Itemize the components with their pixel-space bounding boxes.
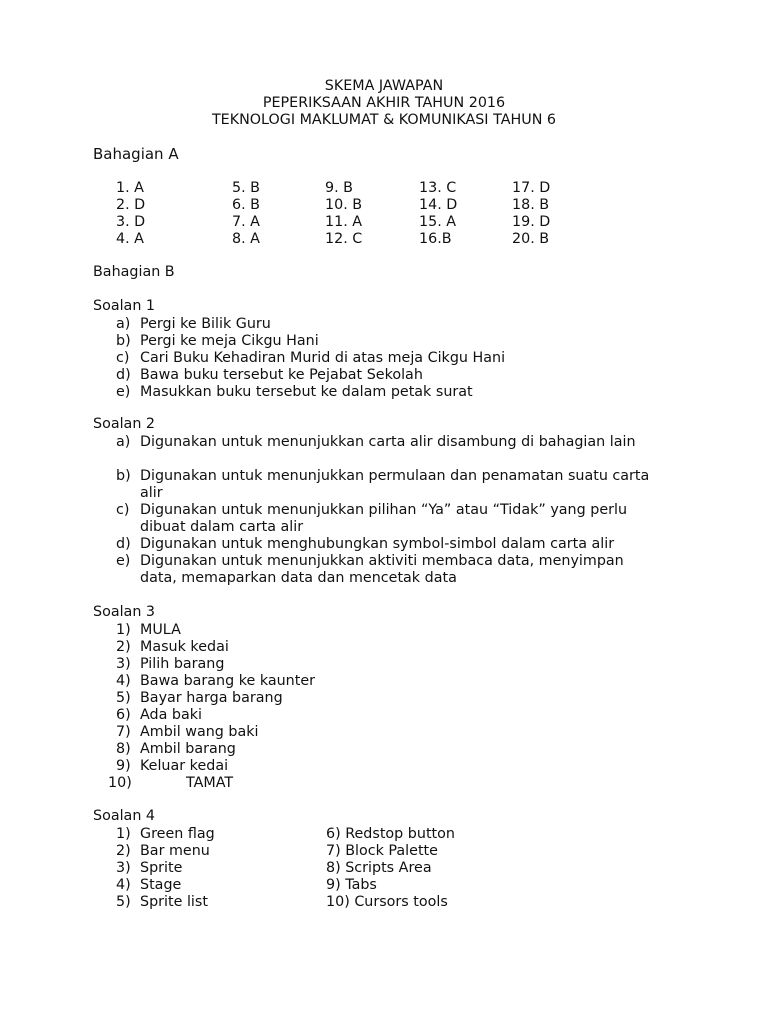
answer-cell: 15. A <box>419 214 457 230</box>
list-item-text: Stage <box>140 877 182 893</box>
doc-title-line-3: TEKNOLOGI MAKLUMAT & KOMUNIKASI TAHUN 6 <box>211 112 557 128</box>
list-item-text: Ada baki <box>140 707 202 723</box>
list-item-text: Bawa buku tersebut ke Pejabat Sekolah <box>140 367 423 383</box>
list-item-text: Ambil wang baki <box>140 724 259 740</box>
answer-cell: 3. D <box>116 214 146 230</box>
list-item-text: Pergi ke Bilik Guru <box>140 316 271 332</box>
doc-title-line-2: PEPERIKSAAN AKHIR TAHUN 2016 <box>262 95 506 111</box>
list-item-marker: 9) <box>116 758 131 774</box>
answer-cell: 19. D <box>512 214 551 230</box>
list-item-marker: 1) <box>116 622 131 638</box>
answer-cell: 18. B <box>512 197 550 213</box>
doc-title-line-1: SKEMA JAWAPAN <box>324 78 444 94</box>
list-item-text: MULA <box>140 622 181 638</box>
answer-cell: 12. C <box>325 231 363 247</box>
list-item-text: Sprite <box>140 860 183 876</box>
list-item-marker: d) <box>116 536 131 552</box>
list-item-marker: 10) <box>108 775 132 791</box>
list-item: 10) Cursors tools <box>326 894 448 910</box>
answer-cell: 2. D <box>116 197 146 213</box>
bahagian-b-heading: Bahagian B <box>93 264 175 280</box>
list-item-text: Cari Buku Kehadiran Murid di atas meja Cikgu Hani <box>140 350 506 366</box>
list-item-marker: b) <box>116 333 131 349</box>
list-item-marker: c) <box>116 502 130 518</box>
list-item-marker: 5) <box>116 690 131 706</box>
list-item-marker: a) <box>116 316 131 332</box>
list-item-text: Digunakan untuk menunjukkan pilihan “Ya” atau “Tidak” yang perlu dibuat dalam carta alir <box>140 502 628 535</box>
list-item-text: Masukkan buku tersebut ke dalam petak surat <box>140 384 473 400</box>
answer-cell: 1. A <box>116 180 144 196</box>
list-item-text: Digunakan untuk menghubungkan symbol-simbol dalam carta alir <box>140 536 615 552</box>
list-item-text: Digunakan untuk menunjukkan permulaan dan penamatan suatu carta alir <box>140 468 650 501</box>
list-item: 7) Block Palette <box>326 843 438 859</box>
list-item-text: Bawa barang ke kaunter <box>140 673 316 689</box>
list-item-text: Pilih barang <box>140 656 225 672</box>
list-item-marker: 1) <box>116 826 131 842</box>
list-item: 9) Tabs <box>326 877 377 893</box>
list-item-marker: 3) <box>116 860 131 876</box>
list-item-text: Green flag <box>140 826 215 842</box>
soalan-4-heading: Soalan 4 <box>93 808 156 824</box>
list-item-marker: 3) <box>116 656 131 672</box>
answer-cell: 9. B <box>325 180 353 196</box>
list-item-text: Bar menu <box>140 843 210 859</box>
soalan-3-heading: Soalan 3 <box>93 604 156 620</box>
answer-cell: 16.B <box>419 231 452 247</box>
list-item-marker: b) <box>116 468 131 484</box>
list-item-marker: e) <box>116 553 131 569</box>
list-item-marker: 2) <box>116 843 131 859</box>
answer-cell: 7. A <box>232 214 260 230</box>
list-item-text: Keluar kedai <box>140 758 229 774</box>
answer-cell: 6. B <box>232 197 260 213</box>
answer-cell: 20. B <box>512 231 550 247</box>
list-item-text: Digunakan untuk menunjukkan aktiviti membaca data, menyimpan data, memaparkan data dan mencetak data <box>140 553 624 586</box>
list-item-marker: 2) <box>116 639 131 655</box>
soalan-2-heading: Soalan 2 <box>93 416 156 432</box>
list-item-marker: c) <box>116 350 130 366</box>
answer-cell: 17. D <box>512 180 551 196</box>
list-item-text: TAMAT <box>186 775 234 791</box>
bahagian-a-heading: Bahagian A <box>93 145 179 163</box>
answer-cell: 5. B <box>232 180 260 196</box>
list-item-marker: 8) <box>116 741 131 757</box>
list-item-marker: 4) <box>116 673 131 689</box>
list-item-text: Sprite list <box>140 894 208 910</box>
answer-cell: 14. D <box>419 197 458 213</box>
list-item-marker: a) <box>116 434 131 450</box>
list-item-marker: 6) <box>116 707 131 723</box>
list-item-marker: d) <box>116 367 131 383</box>
answer-cell: 8. A <box>232 231 260 247</box>
answer-cell: 11. A <box>325 214 363 230</box>
list-item-marker: 5) <box>116 894 131 910</box>
answer-cell: 13. C <box>419 180 457 196</box>
list-item-text: Digunakan untuk menunjukkan carta alir disambung di bahagian lain <box>140 434 636 450</box>
answer-cell: 4. A <box>116 231 144 247</box>
list-item-text: Ambil barang <box>140 741 236 757</box>
list-item-text: Masuk kedai <box>140 639 229 655</box>
list-item-marker: 7) <box>116 724 131 740</box>
list-item-text: Bayar harga barang <box>140 690 283 706</box>
list-item: 8) Scripts Area <box>326 860 432 876</box>
soalan-1-heading: Soalan 1 <box>93 298 156 314</box>
list-item-text: Pergi ke meja Cikgu Hani <box>140 333 319 349</box>
answer-cell: 10. B <box>325 197 363 213</box>
list-item-marker: e) <box>116 384 131 400</box>
list-item: 6) Redstop button <box>326 826 455 842</box>
list-item-marker: 4) <box>116 877 131 893</box>
